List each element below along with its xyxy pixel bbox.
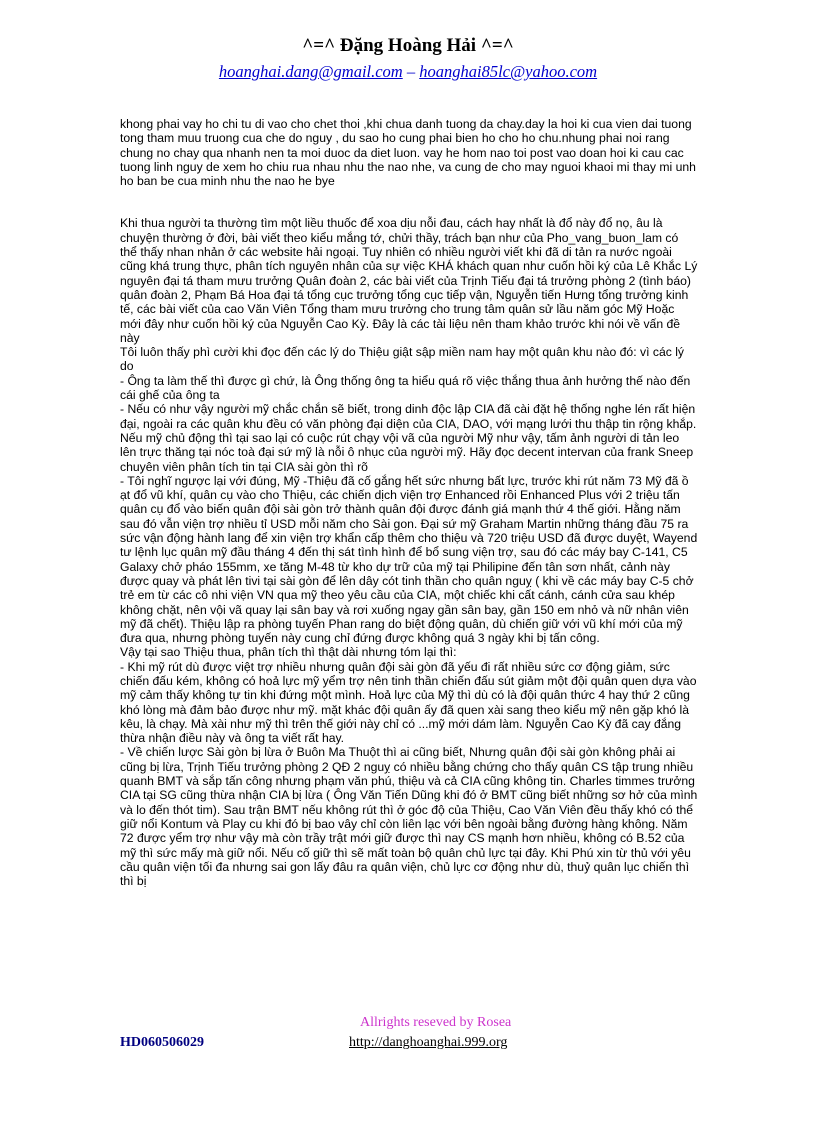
copyright-notice: Allrights reseved by Rosea [360, 1015, 512, 1030]
body-paragraph: Khi thua người ta thường tìm một liều thuốc để xoa dịu nỗi đau, cách hay nhất là đổ này đổ nọ, âu là chuyện thường ở đời, bài viết theo kiểu mắng tớ, chửi thầy, trách bạn như của Pho_vang_buon_lam có thể thấy nhan nhản ở các website hải ngoại. Tuy nhiên có nhiều người viết khi đã di tản ra nước ngoài cũng khá trung thực, phân tích nguyên nhân của sự việc KHÁ khách quan như cuốn hồi ký của Lê Khắc Lý nguyên đại tá tham mưu trưởng Quân đoàn 2, các bài viết của Trịnh Tiếu đại tá trưởng phòng 2 (tình báo) quân đoàn 2, Phạm Bá Hoa đại tá tổng cục trưởng tổng cục tiếp vận, Nguyễn tiến Hưng tổng trưởng kinh tế, các bài viết của cao Văn Viên Tổng tham mưu trưởng cho trung tâm quân sử lầu năm góc Mỹ Hoặc mới đây như cuốn hồi ký của Nguyễn Cao Kỳ. Đây là các tài liệu nên tham khảo trước khi nói về vấn đề này [120, 216, 698, 345]
body-paragraph: - Về chiến lược Sài gòn bị lừa ở Buôn Ma Thuột thì ai cũng biết, Nhưng quân đội sài gòn không phải ai cũng bị lừa, Trịnh Tiếu trưởng phòng 2 QĐ 2 nguỵ có nhiều bằng chứng cho thấy quân CS tập trung nhiều quanh BMT và sắp tấn công nhưng phạm văn phú, thiệu và cả CIA cũng không tin. Charles timmes trưởng CIA tại SG cũng thừa nhận CIA bị lừa ( Ông Văn Tiến Dũng khi đó ở BMT cũng biết những sơ hở của mình và lo đến thót tim). Sau trận BMT nếu không rút thì ở góc độ của Thiệu, Cao Văn Viên đều thấy khó có thể giữ nổi Kontum và Play cu khi đó bị bao vây chỉ còn liên lạc với bên ngoài bằng đường hàng không. Năm 72 được yểm trợ như vậy mà còn trầy trật mới giữ được thì nay CS mạnh hơn nhiều, không có B.52 của mỹ thì sức mấy mà giữ nổi. Nếu cố giữ thì sẽ mất toàn bộ quân chủ lực tại đây. Khi Phú xin từ thủ với yêu cầu quân viện tối đa nhưng sai gon lấy đâu ra quân viện, chủ lực cơ động như dù, thuỷ quân lục chiến thì thì bị [120, 745, 698, 889]
contact-emails [0, 61, 816, 83]
page-header [0, 34, 816, 83]
body-paragraph: - Tôi nghĩ ngược lại với đúng, Mỹ -Thiệu đã cố gắng hết sức nhưng bất lực, trước khi rút năm 73 Mỹ đã ồ ạt đổ vũ khí, quân cụ vào cho Thiệu, các chiến dịch viện trợ Enhanced rồi Enhanced Plus với 2 triệu tấn quân cụ đổ vào biến quân đội sài gòn trở thành quân đội được đánh giá mạnh thứ 4 thế giới. Hằng năm sau đó vẫn viện trợ nhiều tỉ USD mỗi năm cho Sài gon. Đại sứ mỹ Graham Martin những tháng đầu 75 ra sức vận động hành lang để xin viện trợ khẩn cấp thêm cho thiệu và 720 triệu USD đã được duyệt, Wayend tư lệnh lục quân mỹ đầu tháng 4 đến thị sát tình hình để bổ sung viện trợ, sau đó các máy bay C-141, C5 Galaxy chở pháo 155mm, xe tăng M-48 từ kho dự trữ của mỹ tại Philipine đến tân sơn nhất, cảnh này được quay và phát lên tivi tại sài gòn để lên dây cót tinh thần cho quân nguỵ ( khi về các máy bay C-5 chở trẻ em từ các cô nhi viện VN qua mỹ theo yêu cầu của CIA, một chiếc khi cất cánh, cánh cửa sau khép không chặt, nên vội vã quay lại sân bay và rơi xuống ngay gần sân bay, gần 150 em nhỏ và nữ nhân viên mỹ đã chết). Thiệu lập ra phòng tuyến Phan rang do biệt động quân, dù chiến giữ với vũ khí mới của mỹ đưa qua, nhưng phòng tuyến này cung chỉ đứng được không quá 3 ngày khi bị tấn công. [120, 473, 698, 646]
email-link-yahoo[interactable]: hoanghai85lc@yahoo.com [419, 62, 598, 81]
author-title: ^=^ Đặng Hoàng Hải ^=^ [302, 35, 514, 56]
body-paragraph: - Nếu có như vậy người mỹ chắc chắn sẽ biết, trong dinh độc lập CIA đã cài đặt hệ thống nghe lén rất hiện đại, ngoài ra các quân khu đều có văn phòng đại diện của CIA, DAO, với mạng lưới thu thập tin rộng khắp. Nếu mỹ chủ động thì tại sao lại có cuộc rút chạy vội vã của người Mỹ như vậy, tấm ảnh người di tản leo lên trực thăng tại nóc toà đại sứ mỹ là nỗi ô nhục của người mỹ. Hãy đọc decent intervan của frank Sneep chuyên viên phân tích tin tại CIA sài gòn thì rõ [120, 402, 697, 474]
intro-paragraph: khong phai vay ho chi tu di vao cho chet thoi ,khi chua danh tuong da chay.day la hoi ki cua vien dai tuong tong tham muu truong cua che do nguy , du sao ho cung phai bien ho cho ho chu.nhung phai noi rang chung no chay qua nhanh nen ta moi duoc da diet luon. vay he hom nao toi post vao doan hoi ki cau cac tuong linh nguy de xem ho chiu rua nhau nhu the nao nhe, va cung de cho may nguoi khaoi mi thay mi unh ho ban be cua minh nhu the nao he bye [120, 117, 696, 189]
body-paragraph: - Ông ta làm thế thì được gì chứ, là Ông thống ông ta hiểu quá rõ việc thắng thua ảnh hưởng thế nào đến cái ghế của ông ta [120, 373, 691, 403]
email-link-gmail[interactable]: hoanghai.dang@gmail.com [218, 62, 403, 81]
document-code: HD060506029 [120, 1035, 204, 1050]
email-separator: – [402, 62, 420, 81]
article-body [120, 117, 698, 888]
body-paragraph: - Khi mỹ rút dù được việt trợ nhiều nhưng quân đội sài gòn đã yếu đi rất nhiều sức cơ động giảm, sức chiến đấu kém, không có hoả lực mỹ yểm trợ nên tinh thần chiến đấu sút giảm một đội quân quen dựa vào mỹ cảm thấy không tự tin khi đứng một mình. Hoả lực của Mỹ thì dù có là đội quân thức 4 hay thứ 2 cũng khó lòng mà đảm bảo được như mỹ. mặt khác đội quân ấy đã quen xài sang theo kiểu mỹ nên gặp khó là kêu, là chạy. Mà xài như mỹ thì trên thế giới này chỉ có ...mỹ mới dám làm. Nguyễn Cao Kỳ đã cay đắng thừa nhận điều này và ông ta viết rất hay. [120, 659, 697, 746]
body-paragraph: Tôi luôn thấy phì cười khi đọc đến các lý do Thiệu giật sập miền nam hay một quân khu nào đó: vì các lý do [120, 345, 684, 374]
body-paragraph: Vậy tại sao Thiệu thua, phân tích thì thật dài nhưng tóm lại thì: [120, 645, 457, 660]
website-link[interactable]: http://danghoanghai.999.org [349, 1035, 508, 1050]
